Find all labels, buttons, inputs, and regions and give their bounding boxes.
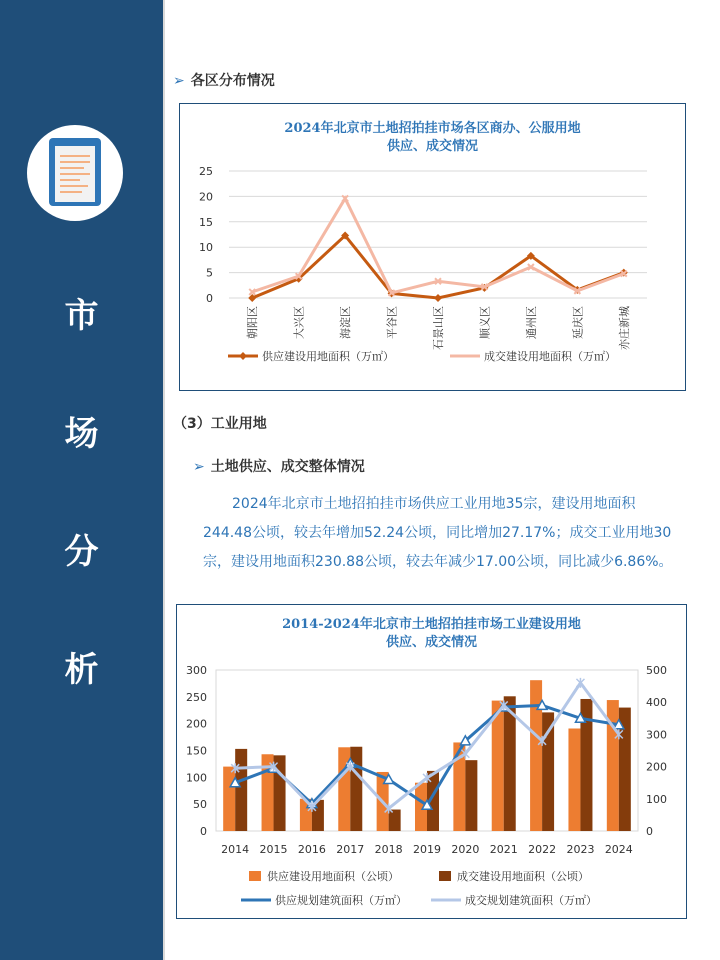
- x-tick-label: 2019: [413, 843, 441, 856]
- chart-title: 2014-2024年北京市土地招拍挂市场工业建设用地 供应、成交情况: [282, 617, 581, 650]
- district-chart-svg: [180, 104, 685, 390]
- summary-paragraph: 2024年北京市土地招拍挂市场供应工业用地35宗，建设用地面积244.48公顷，较去年增加52.24公顷，同比增加27.17%；成交工业用地30宗，建设用地面积230.88公顷，较去年减少17.00公顷，同比减少6.86%。: [203, 496, 673, 570]
- legend-label: 成交建设用地面积（公顷）: [457, 870, 589, 883]
- x-tick-label: 2018: [374, 843, 403, 856]
- x-tick-label: 通州区: [524, 306, 538, 339]
- bar: [338, 747, 350, 831]
- y-left-tick-label: 200: [186, 717, 207, 731]
- arrow-bullet-icon: ➢: [193, 459, 205, 475]
- notepad-icon: [27, 125, 123, 221]
- section-heading-districts: ➢ 各区分布情况: [173, 73, 275, 89]
- y-right-tick-label: 400: [646, 696, 667, 710]
- y-tick-label: 0: [206, 292, 213, 305]
- y-tick-label: 25: [199, 165, 213, 178]
- legend-label: 供应建设用地面积（公顷）: [267, 870, 399, 883]
- y-tick-label: 5: [206, 266, 213, 280]
- x-tick-label: 顺义区: [478, 306, 492, 339]
- data-point: [248, 294, 256, 302]
- bar: [223, 767, 235, 831]
- section-heading-overall: ➢ 土地供应、成交整体情况: [193, 459, 365, 475]
- sidebar-title-char-1: 市: [64, 296, 99, 336]
- series-line: [252, 236, 624, 298]
- x-tick-label: 2014: [221, 843, 250, 856]
- bar: [389, 810, 401, 831]
- bar: [350, 747, 362, 831]
- x-tick-label: 2016: [297, 843, 326, 856]
- y-tick-label: 10: [199, 241, 213, 255]
- legend-label: 成交建设用地面积（万㎡）: [484, 350, 616, 363]
- y-left-tick-label: 100: [186, 771, 207, 785]
- sidebar: [0, 0, 163, 960]
- y-left-tick-label: 0: [200, 825, 207, 838]
- x-tick-label: 石景山区: [432, 306, 445, 350]
- district-chart: [179, 103, 686, 391]
- sidebar-title-char-3: 分: [64, 532, 99, 572]
- y-right-tick-label: 200: [646, 760, 667, 774]
- bar: [568, 728, 580, 831]
- y-right-tick-label: 500: [646, 664, 667, 677]
- y-left-tick-label: 300: [186, 664, 207, 677]
- x-tick-label: 2017: [336, 843, 365, 856]
- x-tick-label: 延庆区: [571, 306, 585, 339]
- data-point: [434, 294, 442, 302]
- y-right-tick-label: 100: [646, 792, 667, 806]
- bar: [235, 749, 247, 831]
- industrial-chart: [176, 604, 687, 919]
- x-tick-label: 平谷区: [385, 306, 399, 339]
- x-tick-label: 2021: [489, 843, 518, 856]
- y-right-tick-label: 0: [646, 825, 653, 838]
- y-left-tick-label: 150: [186, 744, 207, 758]
- sidebar-title-char-2: 场: [64, 414, 99, 454]
- sidebar-title-char-4: 析: [64, 650, 99, 690]
- x-tick-label: 亦庄新城: [617, 306, 631, 350]
- chart-title: 2024年北京市土地招拍挂市场各区商办、公服用地 供应、成交情况: [284, 121, 581, 154]
- section-heading-industrial: （3）工业用地: [173, 416, 267, 432]
- x-tick-label: 朝阳区: [246, 306, 260, 339]
- arrow-bullet-icon: ➢: [173, 73, 185, 89]
- x-tick-label: 2020: [451, 843, 480, 856]
- legend-label: 供应建设用地面积（万㎡）: [262, 350, 394, 363]
- y-tick-label: 15: [199, 215, 213, 229]
- industrial-chart-svg: [177, 605, 686, 918]
- x-tick-label: 2024: [604, 843, 633, 856]
- series-line: [252, 198, 624, 292]
- x-tick-label: 2023: [566, 843, 595, 856]
- y-left-tick-label: 50: [193, 798, 207, 812]
- legend-swatch: [439, 871, 451, 881]
- legend-label: 供应规划建筑面积（万㎡）: [275, 894, 407, 907]
- legend-swatch: [249, 871, 261, 881]
- x-tick-label: 2015: [259, 843, 288, 856]
- y-tick-label: 20: [199, 190, 213, 204]
- legend-marker: [239, 352, 247, 360]
- x-tick-label: 2022: [528, 843, 557, 856]
- y-left-tick-label: 250: [186, 690, 207, 704]
- x-tick-label: 海淀区: [339, 306, 353, 339]
- data-point: [576, 678, 584, 688]
- x-tick-label: 大兴区: [292, 306, 306, 339]
- bar: [465, 760, 477, 831]
- legend-label: 成交规划建筑面积（万㎡）: [465, 894, 597, 907]
- y-right-tick-label: 300: [646, 728, 667, 742]
